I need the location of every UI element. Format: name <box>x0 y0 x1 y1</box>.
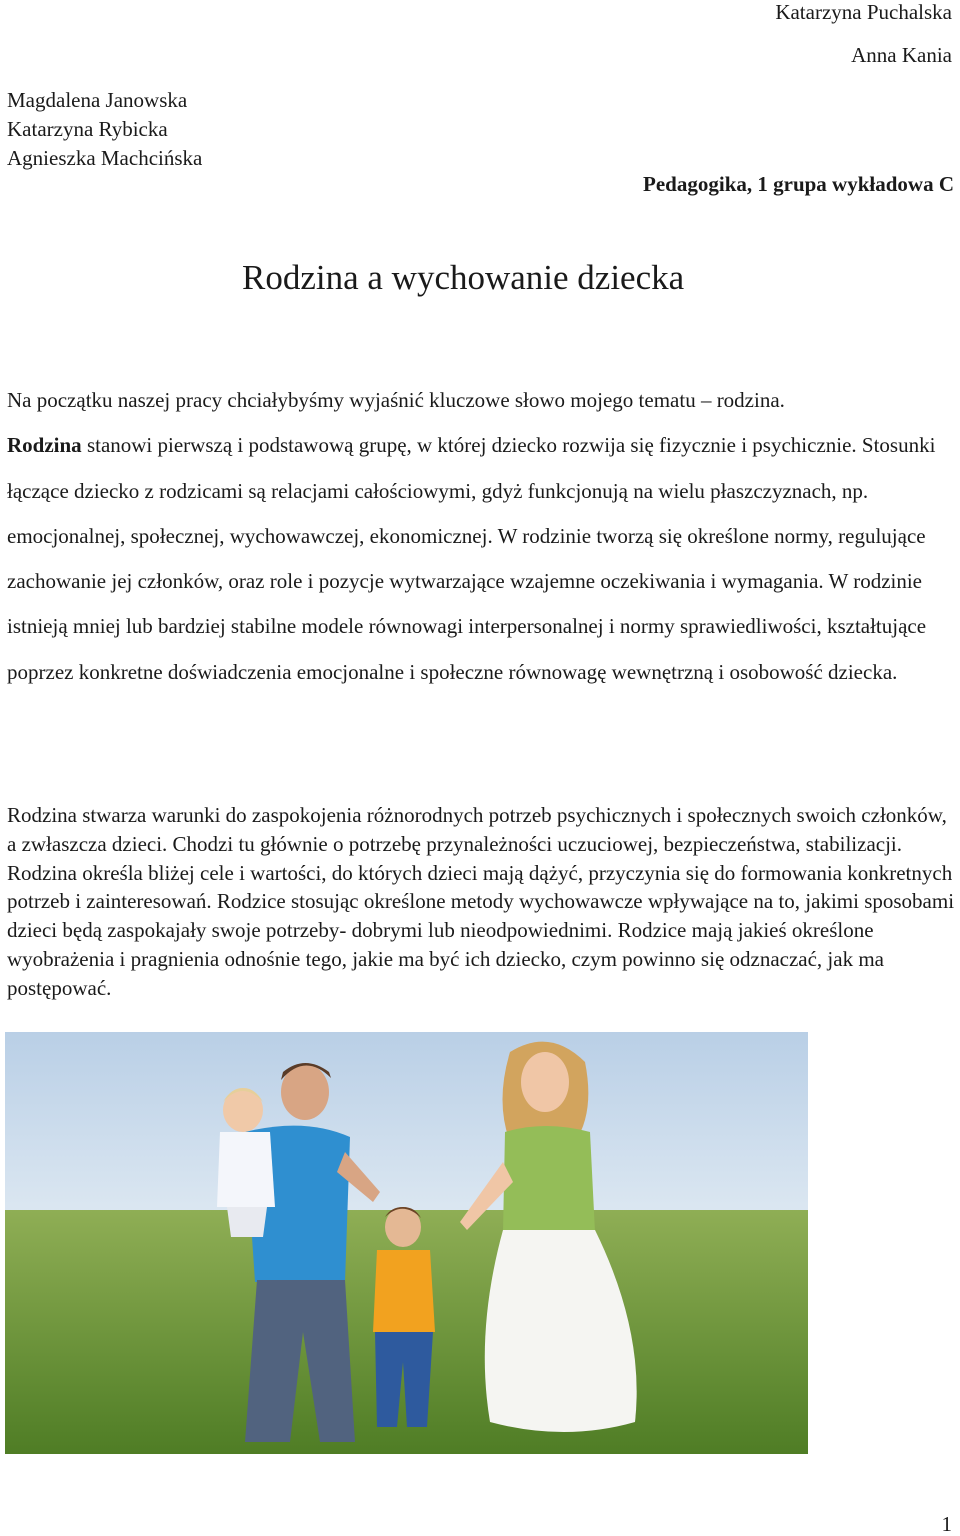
family-photo-illustration <box>5 1032 808 1454</box>
paragraph-1-lead-word: Rodzina <box>7 433 82 458</box>
course-info: Pedagogika, 1 grupa wykładowa C <box>643 172 954 196</box>
author-right-2: Anna Kania <box>851 43 952 67</box>
author-left-2: Katarzyna Rybicka <box>7 117 168 141</box>
page-number: 1 <box>941 1512 952 1536</box>
document-title: Rodzina a wychowanie dziecka <box>242 258 685 297</box>
author-left-3: Agnieszka Machcińska <box>7 146 203 170</box>
author-right-1: Katarzyna Puchalska <box>775 0 952 24</box>
paragraph-2: Rodzina stwarza warunki do zaspokojenia różnorodnych potrzeb psychicznych i społecznych swoich członków, a zwłaszcza dzieci. Chodzi tu głównie o potrzebę przynależności uczuciowej, bezpieczeństwa, stabilizacji. Rodzina określa bliżej cele i wartości, do których dzieci mają dążyć, przyczynia się do formowania konkretnych potrzeb i zainteresowań. Rodzice stosując określone metody wychowawcze wpływające na to, jakimi sposobami dzieci będą zaspokajały swoje potrzeby- dobrymi lub nieodpowiednimi. Rodzice mają jakieś określone wyobrażenia i pragnienia odnośnie tego, jakie ma być ich dziecko, czym powinno się odznaczać, jak ma postępować. <box>7 803 955 1000</box>
paragraph-1-text: stanowi pierwszą i podstawową grupę, w której dziecko rozwija się fizycznie i psychicznie. Stosunki łączące dziecko z rodzicami są relacjami całościowymi, gdyż funkcjonują na wielu płaszczyznach, np. emocjonalnej, społecznej, wychowawczej, ekonomicznej. W rodzinie tworzą się określone normy, regulujące zachowanie jej członków, oraz role i pozycje wytwarzające wzajemne oczekiwania i wymagania. W rodzinie istnieją mniej lub bardziej stabilne modele równowagi interpersonalnej i normy sprawiedliwości, kształtujące poprzez konkretne doświadczenia emocjonalne i społeczne równowagę wewnętrzną i osobowość dziecka. <box>7 433 936 684</box>
paragraph-1 <box>7 378 957 695</box>
sky <box>5 1032 808 1222</box>
authors-left <box>7 86 202 173</box>
family-photo <box>5 1032 808 1454</box>
paragraph-1-intro: Na początku naszej pracy chciałybyśmy wyjaśnić kluczowe słowo mojego tematu – rodzina. <box>7 388 785 412</box>
author-left-1: Magdalena Janowska <box>7 88 188 112</box>
